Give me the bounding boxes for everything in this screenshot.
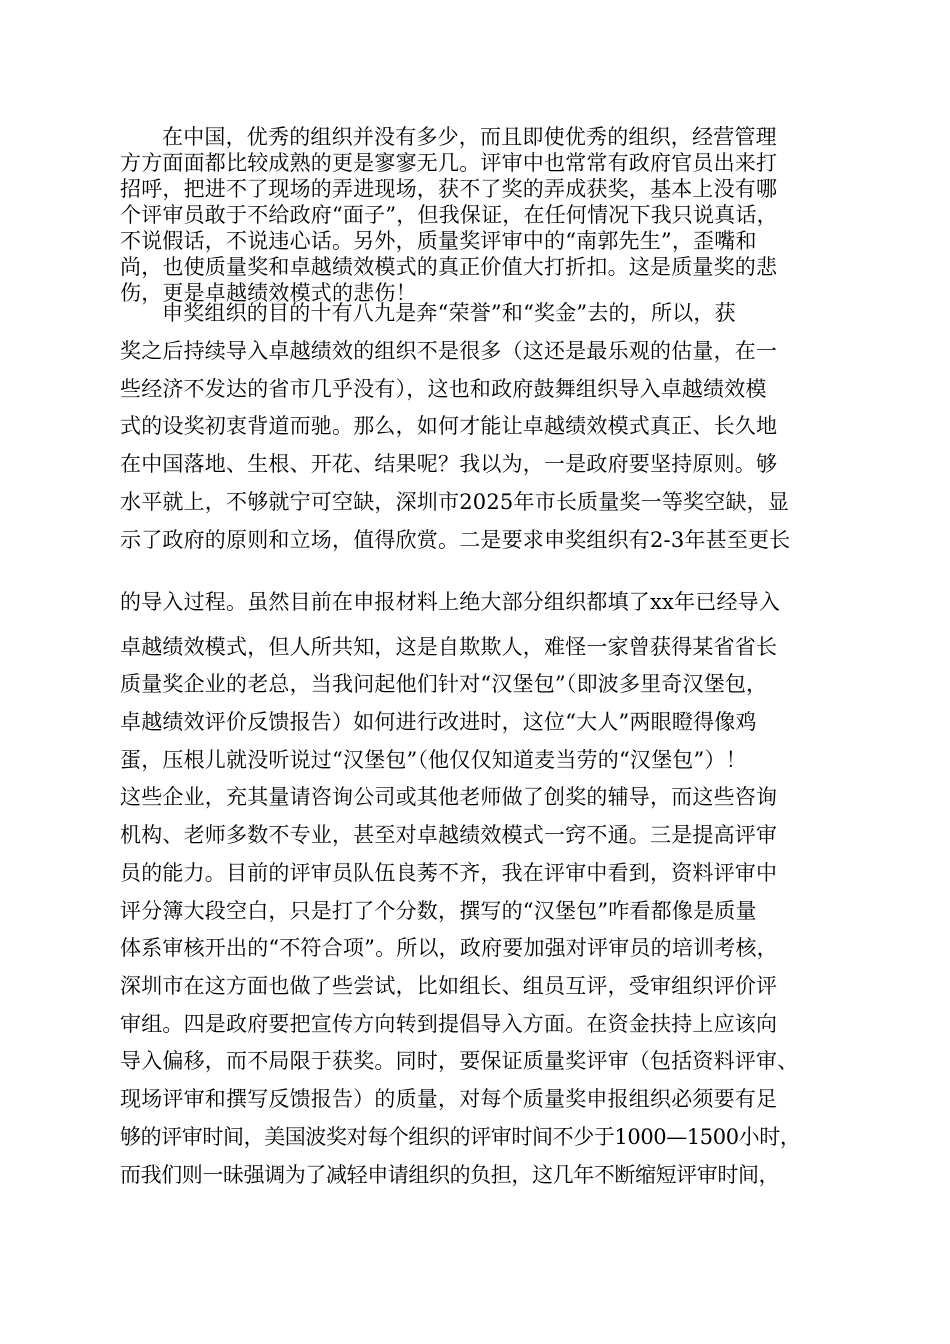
text-line: 质量奖企业的老总，当我问起他们针对“汉堡包”（即波多里奇汉堡包， bbox=[120, 672, 768, 696]
text-line: 而我们则一昧强调为了减轻申请组织的负担，这几年不断缩短评审时间， bbox=[120, 1163, 780, 1187]
text-line: 水平就上，不够就宁可空缺，深圳市2025年市长质量奖一等奖空缺，显 bbox=[120, 490, 790, 514]
text-line: 深圳市在这方面也做了些尝试，比如组长、组员互评，受审组织评价评 bbox=[120, 974, 778, 998]
text-line: 这些企业，充其量请咨询公司或其他老师做了创奖的辅导，而这些咨询 bbox=[120, 785, 778, 809]
text-line: 招呼，把进不了现场的弄进现场，获不了奖的弄成获奖，基本上没有哪 bbox=[120, 177, 778, 201]
text-line: 卓越绩效模式，但人所共知，这是自欺欺人，难怪一家曾获得某省省长 bbox=[120, 635, 778, 659]
text-line: 些经济不发达的省市几乎没有），这也和政府鼓舞组织导入卓越绩效模 bbox=[120, 377, 767, 401]
text-line: 申奖组织的目的十有八九是奔“荣誉”和“奖金”去的，所以，获 bbox=[162, 301, 736, 325]
text-line: 蛋，压根儿就没听说过“汉堡包”（他仅仅知道麦当劳的“汉堡包”）！ bbox=[120, 748, 747, 772]
text-line: 机构、老师多数不专业，甚至对卓越绩效模式一窍不通。三是提高评审 bbox=[120, 823, 778, 847]
text-line: 卓越绩效评价反馈报告）如何进行改进时，这位“大人”两眼瞪得像鸡 bbox=[120, 710, 757, 734]
text-line: 导入偏移，而不局限于获奖。同时，要保证质量奖评审（包括资料评审、 bbox=[120, 1049, 799, 1073]
text-line: 评分簿大段空白，只是打了个分数，撰写的“汉堡包”咋看都像是质量 bbox=[120, 899, 757, 923]
text-line: 现场评审和撰写反馈报告）的质量，对每个质量奖申报组织必须要有足 bbox=[120, 1087, 778, 1111]
text-line: 在中国，优秀的组织并没有多少，而且即使优秀的组织，经营管理 bbox=[162, 125, 777, 149]
text-line: 式的设奖初衷背道而驰。那么，如何才能让卓越绩效模式真正、长久地 bbox=[120, 414, 778, 438]
text-line: 伤，更是卓越绩效模式的悲伤！ bbox=[120, 281, 417, 305]
text-line: 体系审核开出的“不符合项”。所以，政府要加强对评审员的培训考核， bbox=[120, 936, 778, 960]
text-line: 尚，也使质量奖和卓越绩效模式的真正价值大打折扣。这是质量奖的悲 bbox=[120, 255, 778, 279]
text-line: 员的能力。目前的评审员队伍良莠不齐，我在评审中看到，资料评审中 bbox=[120, 861, 778, 885]
text-line: 审组。四是政府要把宣传方向转到提倡导入方面。在资金扶持上应该向 bbox=[120, 1012, 778, 1036]
text-line: 的导入过程。虽然目前在申报材料上绝大部分组织都填了xx年已经导入 bbox=[120, 590, 781, 614]
text-line: 不说假话，不说违心话。另外，质量奖评审中的“南郭先生”，歪嘴和 bbox=[120, 229, 757, 253]
text-line: 奖之后持续导入卓越绩效的组织不是很多（这还是最乐观的估量，在一 bbox=[120, 339, 778, 363]
text-line: 方方面面都比较成熟的更是寥寥无几。评审中也常常有政府官员出来打 bbox=[120, 151, 778, 175]
text-line: 在中国落地、生根、开花、结果呢？我以为，一是政府要坚持原则。够 bbox=[120, 452, 778, 476]
text-line: 够的评审时间，美国波奖对每个组织的评审时间不少于1000—1500小时， bbox=[120, 1125, 801, 1149]
text-line: 示了政府的原则和立场，值得欣赏。二是要求申奖组织有2-3年甚至更长 bbox=[120, 528, 791, 552]
text-line: 个评审员敢于不给政府“面子”，但我保证，在任何情况下我只说真话， bbox=[120, 203, 778, 227]
